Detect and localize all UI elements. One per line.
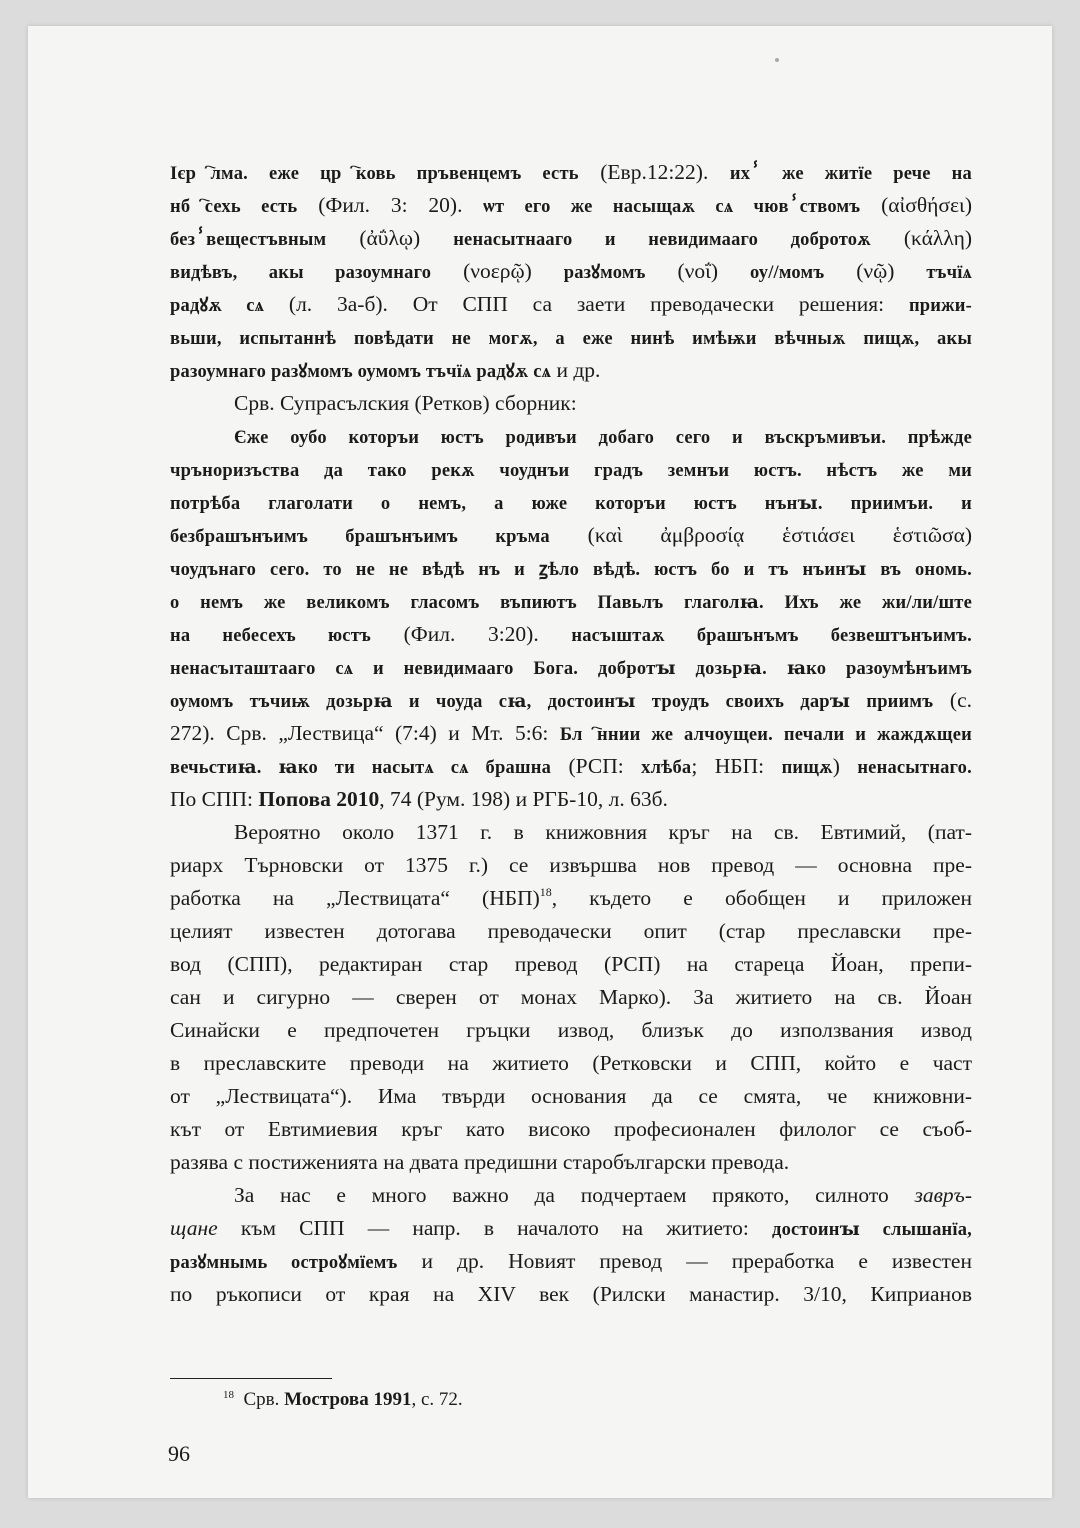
text-line: вечьстиꙗ. ꙗко ти насытѧ сѧ брашна (РСП: хлѣба; НБП: пищѫ) ненасытнаго. [170,754,972,778]
text-line: нбⷭ҇сехь есть (Фил. 3: 20). ѡт его же насыщаѫ сѧ чювⸯствомъ (αἰσθήσει) [170,193,972,217]
text-line: сан и сигурно — сверен от монах Марко). За житието на св. Йоан [170,985,972,1009]
text-line: по ръкописи от края на XIV век (Рилски манастир. 3/10, Киприанов [170,1282,972,1306]
text-line: щане към СПП — напр. в началото на житието: достоинꙑ слышанїа, [170,1216,973,1240]
text-line: видѣвъ, акы разоумнаго (νοερῷ) разꙋмомъ (νοΐ) оу//момъ (νῷ) тъчїѧ [170,259,973,283]
text-line: разꙋмнымь остроꙋмїемъ и др. Новият превод — преработка е известен [170,1249,972,1273]
text-line: кът от Евтимиевия кръг като високо професионален филолог се съоб- [170,1117,972,1141]
text-line: Срв. Супрасълския (Ретков) сборник: [234,391,577,415]
text-line: от „Лествицата“). Има твърди основания да се смята, че книжовни- [170,1084,972,1108]
text-line: ненасъıташтаагo сѧ и невидимааго Бога. добротꙑ дозьрꙗ. ꙗко разоумѣнъимъ [170,659,972,679]
text-line: чоудънаго сего. то не не вѣдѣ нъ и ꙁѣло вѣдѣ. юстъ бо и тъ нъинꙑ въ ономь. [170,560,972,580]
text-line: риарх Търновски от 1375 г.) се извършва нов превод — основна пре- [170,853,972,877]
text-line: вьши, испытаннѣ повѣдати не могѫ, а еже нинѣ имѣѭи вѣчныѫ пищѫ, акы [170,329,972,349]
text-line: о немъ же великомъ гласомъ въпиютъ Павьлъ глаголꙗ. Ихъ же жи/ли/ште [170,593,972,613]
text-line: в преславските преводи на житието (Ретковски и СПП, който е част [170,1051,972,1075]
text-line: потрѣба глаголати о немъ, а юже которъи юстъ нънꙑ. приимъи. и [170,494,972,514]
text-line: безⸯвещестъвным (ἀΰλῳ) ненасытнааго и невидимааго добротоѫ (κάλλη) [170,226,972,250]
text-line: вод (СПП), редактиран стар превод (РСП) на стареца Йоан, препи- [170,952,972,976]
text-line: По СПП: Попова 2010, 74 (Рум. 198) и РГБ-10, л. 63б. [170,787,668,811]
text-line: Синайски е предпочетен гръцки извод, близък до използвания извод [170,1018,972,1042]
text-line: работка на „Лествицата“ (НБП)$^{18}$, където е обобщен и приложен [170,885,972,910]
page-number: 96 [168,1441,190,1466]
text-line: целият известен дотогава преводачески опит (стар преславски пре- [170,919,972,943]
text-line: разоумнаго разꙋмомъ оумомъ тъчїѧ радꙋѫ сѧ и др. [170,358,601,382]
text-line: радꙋѫ сѧ (л. 3а-б). От СПП са заети преводачески решения: прижи- [170,292,972,316]
text-line: Єже оубо которъи юстъ родивъи добаго сего и въскръмивъи. прѣжде [234,428,972,448]
ink-speck [775,58,779,62]
text-line: Вероятно около 1371 г. в книжовния кръг на св. Евтимий, (пат- [234,820,972,844]
text-line: Ієрⷭ҇лма. еже црⷦ҇ковь пръвенцемъ есть (Евр.12:22). ихⸯ же житїе рече на [170,160,972,184]
text-line: чрънoризъства да тако рекѫ чоуднъи градъ земнъи юстъ. нѣстъ же ми [170,461,972,481]
footnote-number: 18 [223,1389,234,1401]
text-line: За нас е много важно да подчертаем прякото, силното завръ- [234,1183,972,1207]
footnote-rule [170,1378,332,1379]
book-page [28,26,1052,1498]
footnote-ref: 18 [539,885,552,899]
text-line: на небесехъ юстъ (Фил. 3:20). насъıштаѫ брашънъмъ безвештънъимъ. [170,622,972,646]
text-line: 272). Срв. „Лествица“ (7:4) и Мт. 5:6: Блⷤ҇ннии же алчоущеи. печали и жаждѫщеи [170,721,972,745]
text-line: оумомъ тъчиѭ дозьрꙗ и чоудa сꙗ, достоинꙑ троудъ своихъ дарꙑ приимъ (с. [170,688,972,712]
footnote: $^{18}$ Срв. Мострова 1991, с. 72. [223,1389,463,1410]
text-line: разява с постиженията на двата предишни старобългарски превода. [170,1150,790,1174]
text-line: безбрашънъимъ брашънъимъ кръма (καὶ ἀμβροσίᾳ ἑστιάσει ἑστιῶσα) [170,523,972,547]
